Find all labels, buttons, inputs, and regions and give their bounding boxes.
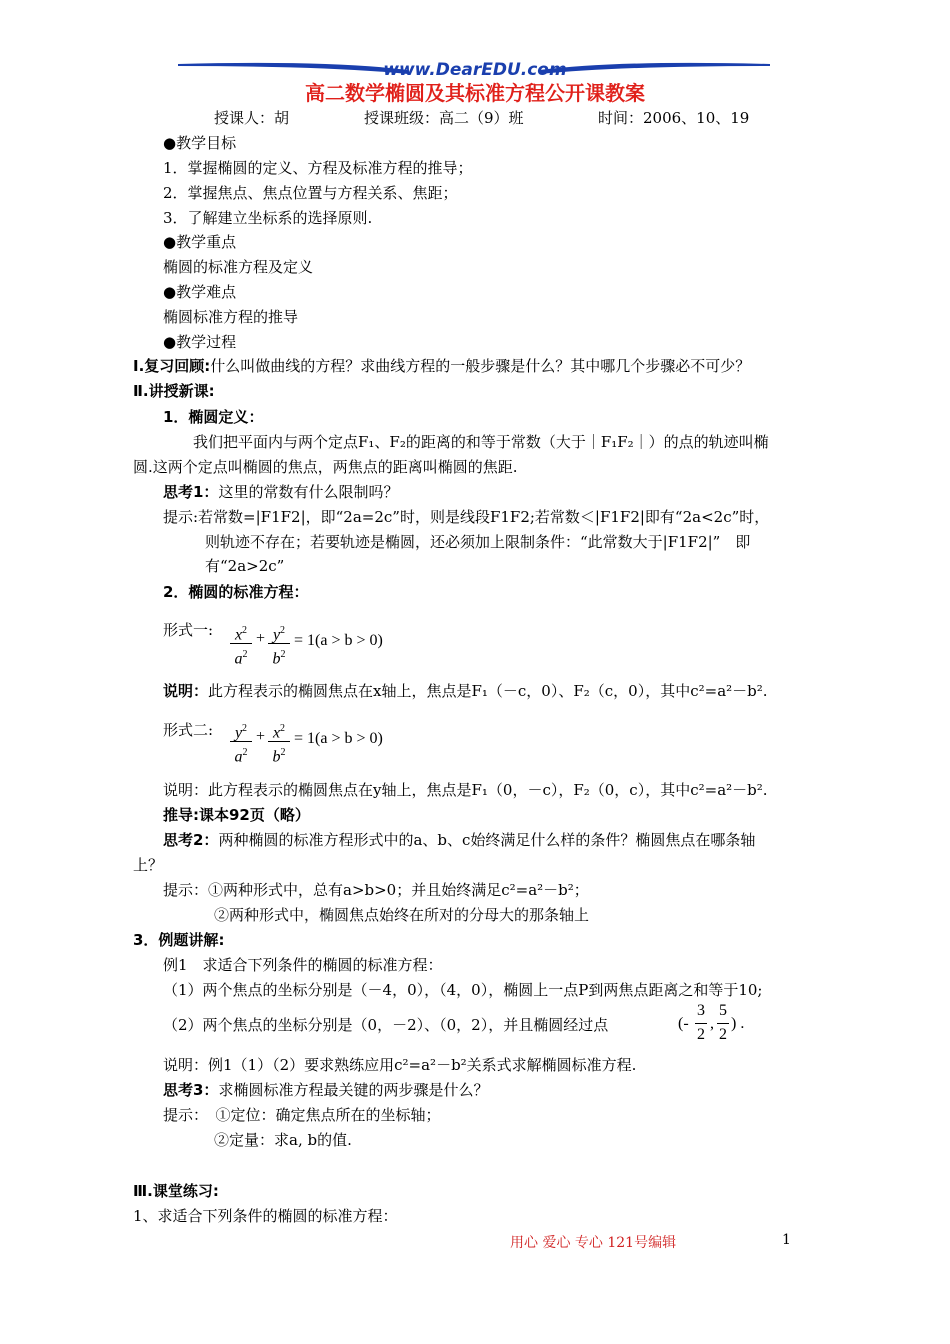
hint3-line-1: 提示： ①定位：确定焦点所在的坐标轴； <box>163 1106 441 1124</box>
goal-item-1: 1．掌握椭圆的定义、方程及标准方程的推导； <box>163 159 473 177</box>
note1-label: 说明： <box>163 682 209 700</box>
definition-line-1: 我们把平面内与两个定点F₁、F₂的距离的和等于常数（大于｜F₁F₂｜）的点的轨迹叫椭 <box>193 433 769 451</box>
std-eq-heading: 2．椭圆的标准方程： <box>163 583 309 601</box>
hint1-line-3: 有“2a>2c” <box>205 557 285 575</box>
goal-item-3: 3．了解建立坐标系的选择原则. <box>163 209 373 227</box>
note1-text: 此方程表示的椭圆焦点在x轴上，焦点是F₁（－c，0）、F₂（c，0），其中c²=a²－b². <box>208 682 768 700</box>
definition-heading: 1．椭圆定义： <box>163 408 264 426</box>
derivation: 推导:课本92页（略） <box>163 806 310 824</box>
review-label: Ⅰ.复习回顾: <box>133 357 211 375</box>
newlesson-label: Ⅱ.讲授新课: <box>133 382 215 400</box>
goal-item-2: 2．掌握焦点、焦点位置与方程关系、焦距； <box>163 184 458 202</box>
site-logo-text: www.DearEDU.com <box>383 60 567 80</box>
example-note: 说明：例1（1）（2）要求熟练应用c²=a²－b²关系式求解椭圆标准方程. <box>163 1056 637 1074</box>
example-heading: 3．例题讲解: <box>133 931 225 949</box>
hint2-line-1: 提示：①两种形式中，总有a>b>0；并且始终满足c²=a²－b²； <box>163 881 589 899</box>
form1-condition: = 1(a > b > 0) <box>294 632 383 649</box>
example-item-2: （2）两个焦点的坐标分别是（0，－2）、（0，2），并且椭圆经过点 <box>163 1016 609 1034</box>
practice-label: Ⅲ.课堂练习: <box>133 1182 219 1200</box>
lesson-time: 时间：2006、10、19 <box>598 109 750 127</box>
hint3-line-2: ②定量：求a, b的值. <box>214 1131 352 1149</box>
hint1-line-1: 提示:若常数=|F1F2|，即“2a=2c”时，则是线段F1F2;若常数＜|F1F2|即有“2a<2c”时， <box>163 508 770 526</box>
form2-condition: = 1(a > b > 0) <box>294 730 383 747</box>
definition-line-2: 圆.这两个定点叫椭圆的焦点，两焦点的距离叫椭圆的焦距. <box>133 458 518 476</box>
page-title: 高二数学椭圆及其标准方程公开课教案 <box>305 81 645 105</box>
example-intro: 例1 求适合下列条件的椭圆的标准方程： <box>163 956 443 974</box>
hint1-line-2: 则轨迹不存在；若要轨迹是椭圆，还必须加上限制条件：“此常数大于|F1F2|” 即 <box>205 533 751 551</box>
example-item-1: （1）两个焦点的坐标分别是（－4，0），（4，0），椭圆上一点P到两焦点距离之和等于10; <box>163 981 763 999</box>
review-text: 什么叫做曲线的方程？求曲线方程的一般步骤是什么？其中哪几个步骤必不可少？ <box>210 357 751 375</box>
teacher: 授课人：胡 <box>214 109 290 127</box>
page-number: 1 <box>782 1232 791 1248</box>
difficulty-heading: ●教学难点 <box>163 283 237 301</box>
process-heading: ●教学过程 <box>163 333 237 351</box>
difficulty-text: 椭圆标准方程的推导 <box>163 308 299 326</box>
class-info: 授课班级：高二（9）班 <box>364 109 524 127</box>
footer-text: 用心 爱心 专心 121号编辑 <box>510 1235 677 1251</box>
key-heading: ●教学重点 <box>163 233 237 251</box>
note2-text: 说明：此方程表示的椭圆焦点在y轴上，焦点是F₁（0，－c），F₂（0，c），其中c²=a²－b². <box>163 781 768 799</box>
think2-line-2: 上？ <box>133 856 164 874</box>
think2-text: 两种椭圆的标准方程形式中的a、b、c始终满足什么样的条件？椭圆焦点在哪条轴 <box>218 831 756 849</box>
key-text: 椭圆的标准方程及定义 <box>163 258 314 276</box>
think3-text: 求椭圆标准方程最关键的两步骤是什么？ <box>218 1081 489 1099</box>
goals-heading: ●教学目标 <box>163 134 237 152</box>
think1-text: 这里的常数有什么限制吗？ <box>218 483 399 501</box>
hint2-line-2: ②两种形式中，椭圆焦点始终在所对的分母大的那条轴上 <box>214 906 590 924</box>
form1-label: 形式一: <box>163 621 214 639</box>
think2-label: 思考2： <box>163 831 219 849</box>
form2-label: 形式二: <box>163 721 214 739</box>
think3-label: 思考3： <box>163 1081 219 1099</box>
practice-item-1: 1、求适合下列条件的椭圆的标准方程： <box>133 1207 398 1225</box>
think1-label: 思考1： <box>163 483 219 501</box>
